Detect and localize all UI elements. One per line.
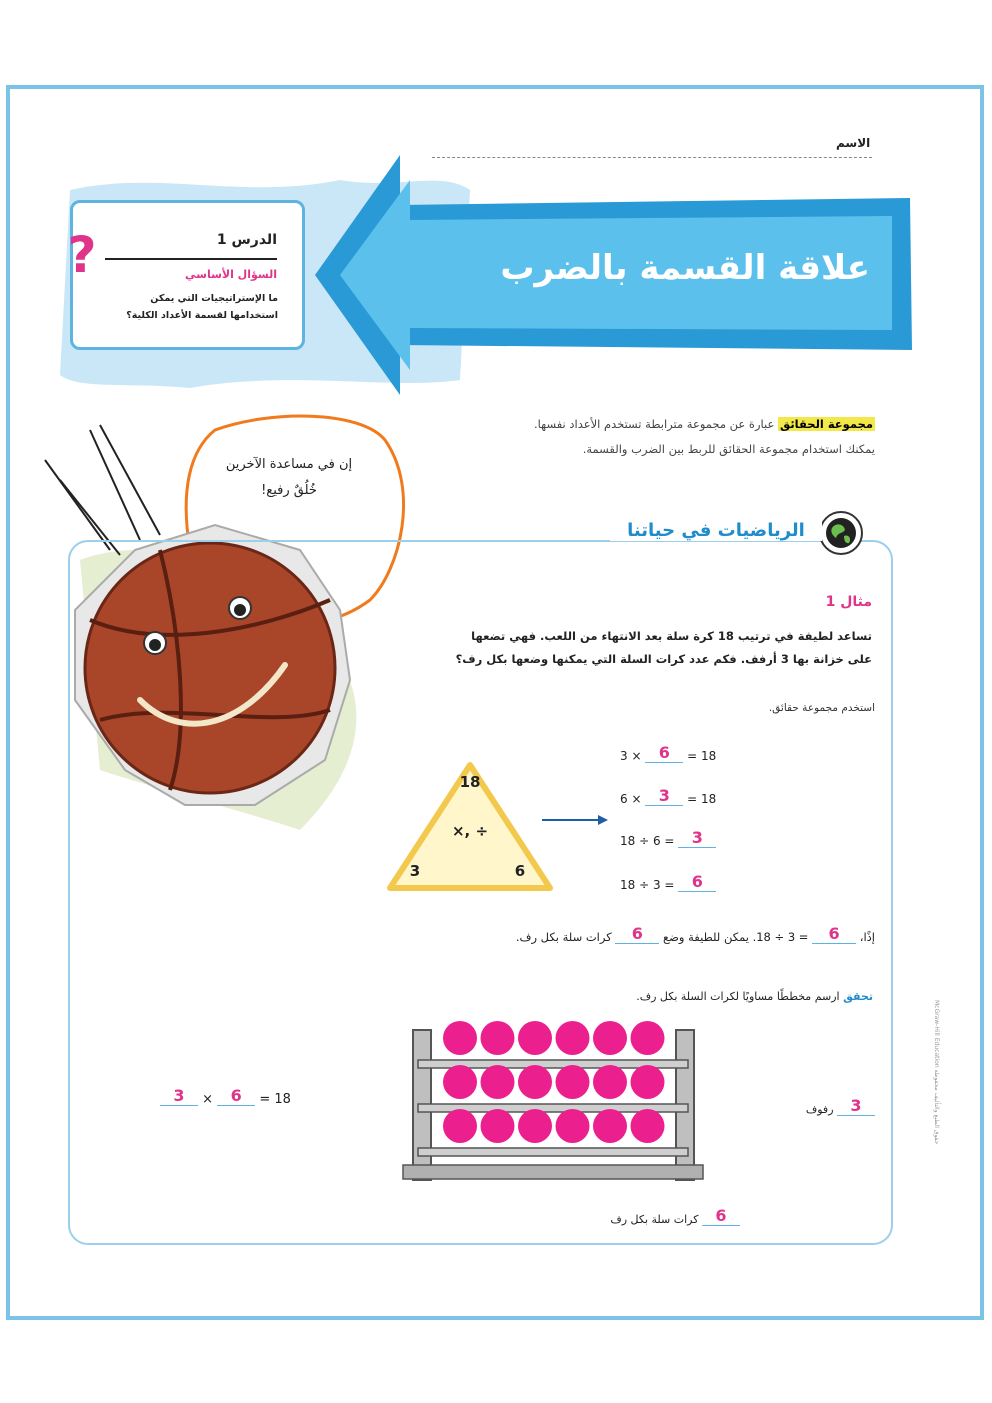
shelf-ball — [593, 1109, 627, 1143]
example-title: مثال 1 — [825, 594, 872, 610]
svg-text:?: ? — [67, 226, 97, 282]
definition-rest: عبارة عن مجموعة مترابطة تستخدم الأعداد نفسها. — [533, 417, 775, 431]
shelves-label: رفوف — [805, 1103, 834, 1116]
shelf-ball — [481, 1021, 515, 1055]
definition-line-2: يمكنك استخدام مجموعة الحقائق للربط بين الضرب والقسمة. — [582, 442, 875, 456]
balls-per-shelf-answer — [540, 1208, 740, 1228]
speech-bubble-line-1: إن في مساعدة الآخرين — [225, 457, 353, 472]
triangle-left-number: 3 — [409, 862, 421, 880]
shelf-balls — [443, 1021, 665, 1143]
shelf-ball — [556, 1065, 590, 1099]
triangle-right-number: 6 — [514, 862, 526, 880]
right-arrow-icon — [540, 812, 610, 828]
multiplication-result: = 18 — [259, 1092, 291, 1107]
equation-1-left: 3 × — [620, 749, 642, 763]
shelf-ball — [443, 1109, 477, 1143]
definition-line-1 — [440, 417, 875, 431]
use-fact-family-instruction: استخدم مجموعة حقائق. — [768, 702, 875, 714]
conclusion-sentence — [425, 926, 875, 946]
speech-bubble-line-2: خُلُقٌ رفيع! — [261, 483, 317, 498]
equation-row-4 — [620, 874, 750, 900]
shelf-ball — [443, 1021, 477, 1055]
copyright-credit: McGraw-Hill Education حقوق الطبع والتأليف محفوظة — [933, 1000, 940, 1145]
shelf-ball — [518, 1065, 552, 1099]
page-title: علاقة القسمة بالضرب — [500, 248, 870, 288]
question-mark-icon — [62, 226, 102, 282]
conclusion-suffix: كرات سلة بكل رف. — [515, 930, 612, 944]
shelf-ball — [593, 1021, 627, 1055]
equation-3-answer[interactable]: 3 — [678, 828, 716, 848]
shelves-answer — [790, 1098, 875, 1118]
conclusion-equation: = 3 ÷ 18. — [752, 930, 809, 944]
multiplication-equation — [160, 1088, 330, 1108]
check-text: ارسم مخططًا مساويًا لكرات السلة بكل رف. — [636, 990, 840, 1003]
shelf-ball — [631, 1109, 665, 1143]
balls-per-shelf-blank[interactable]: 6 — [702, 1206, 740, 1226]
conclusion-middle: يمكن للطيفة وضع — [663, 930, 749, 944]
multiplication-factor-a[interactable]: 3 — [160, 1086, 198, 1106]
globe-icon — [818, 510, 864, 556]
name-label: الاسم — [836, 136, 871, 150]
equation-row-3 — [620, 830, 750, 856]
shelves-answer-blank[interactable]: 3 — [837, 1096, 875, 1116]
shelf-ball — [443, 1065, 477, 1099]
equation-row-2 — [620, 788, 750, 814]
lesson-divider — [105, 258, 277, 260]
example-text-line-2: على خزانة بها 3 أرفف. فكم عدد كرات السلة التي يمكنها وضعها بكل رف؟ — [455, 652, 872, 666]
example-text — [390, 625, 872, 671]
balls-per-shelf-label: كرات سلة بكل رف — [610, 1213, 699, 1226]
equation-2-right: = 18 — [687, 792, 717, 806]
check-label: تحقق — [843, 990, 873, 1003]
shelf-ball — [518, 1109, 552, 1143]
definition-term: مجموعة الحقائق — [780, 417, 873, 431]
equation-2-answer[interactable]: 3 — [645, 786, 683, 806]
shelf-ball — [631, 1065, 665, 1099]
equation-2-left: 6 × — [620, 792, 642, 806]
shelf-ball — [593, 1065, 627, 1099]
shelf-model-drawing — [398, 1000, 708, 1200]
shelf-ball — [481, 1065, 515, 1099]
equation-4-left: 18 ÷ 3 = — [620, 878, 675, 892]
equation-1-answer[interactable]: 6 — [645, 743, 683, 763]
triangle-operations: ×, ÷ — [451, 822, 489, 840]
shelf-ball — [518, 1021, 552, 1055]
shelf-ball — [556, 1109, 590, 1143]
triangle-top-number: 18 — [459, 773, 481, 791]
multiplication-operator: × — [202, 1092, 214, 1107]
conclusion-answer-2[interactable]: 6 — [615, 924, 659, 944]
speech-bubble-text — [198, 452, 380, 504]
equation-1-right: = 18 — [687, 749, 717, 763]
example-text-line-1: تساعد لطيفة في ترتيب 18 كرة سلة بعد الانتهاء من اللعب. فهي تضعها — [471, 629, 872, 643]
conclusion-prefix: إذًا، — [859, 930, 875, 944]
math-in-life-heading: الرياضيات في حياتنا — [610, 520, 822, 541]
shelf-ball — [556, 1021, 590, 1055]
shelf-ball — [481, 1109, 515, 1143]
multiplication-factor-b[interactable]: 6 — [217, 1086, 255, 1106]
conclusion-answer-1[interactable]: 6 — [812, 924, 856, 944]
equation-4-answer[interactable]: 6 — [678, 872, 716, 892]
lesson-number: الدرس 1 — [216, 232, 277, 248]
equation-row-1 — [620, 745, 750, 771]
essential-question-text: ما الإستراتيجيات التي يمكن استخدامها لقسمة الأعداد الكلية؟ — [126, 293, 278, 322]
equation-3-left: 18 ÷ 6 = — [620, 834, 675, 848]
essential-question-title: السؤال الأساسي — [185, 268, 277, 281]
shelf-ball — [631, 1021, 665, 1055]
